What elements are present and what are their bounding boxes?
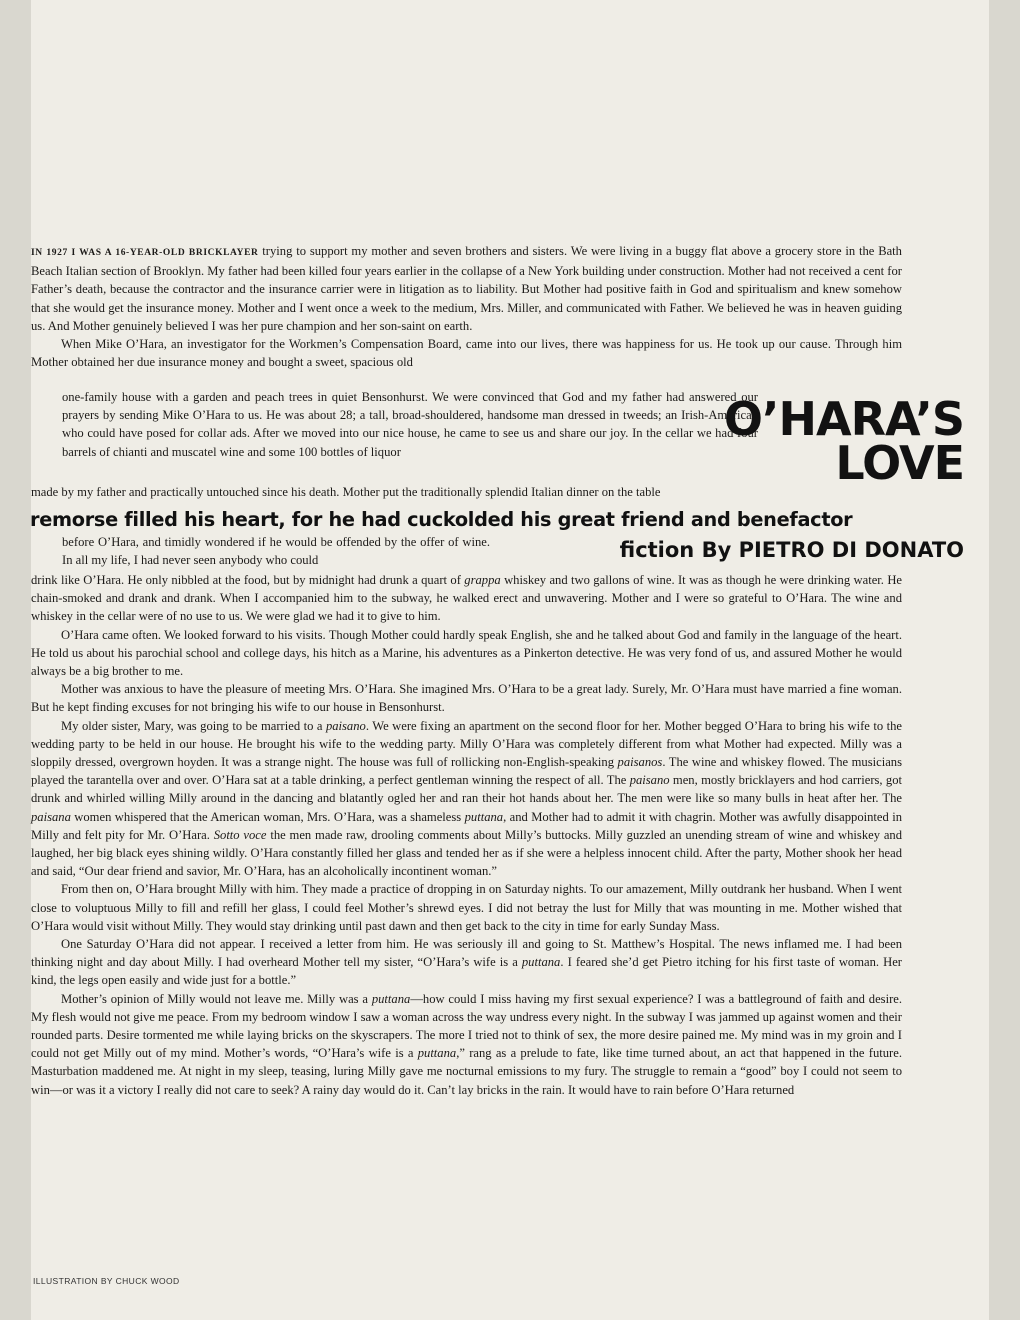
- article-byline-column: [62, 533, 490, 569]
- illustration-credit: ILLUSTRATION BY CHUCK WOOD: [33, 1276, 180, 1286]
- paragraph-8: Mother’s opinion of Milly would not leave me. Milly was a puttana—how could I miss having my first sexual experience? I was a battleground of faith and desire. My flesh would not give me peace. From my bedroom window I saw a woman across the way undress every night. In the subway I was jammed up against women and their rounded parts. Desire tormented me while laying bricks on the skyscrapers. The more I tried not to think of sex, the more desire pained me. My mind was in my groin and I could not get Milly out of my mind. Mother’s words, “O’Hara’s wife is a puttana,” rang as a prelude to fate, like time turned about, an act that happened in the future. Masturbation maddened me. At night in my sleep, teasing, luring Milly gave me nocturnal emissions to my fury. The struggle to remain a “good” boy I could not seem to win—or was it a victory I really did not care to seek? A rainy day would do it. Can’t lay bricks in the rain. It would have to rain before O’Hara returned: [31, 991, 902, 1097]
- lead-in: IN 1927 I WAS A 16-YEAR-OLD BRICKLAYER: [31, 248, 259, 258]
- paragraph-4: Mother was anxious to have the pleasure of meeting Mrs. O’Hara. She imagined Mrs. O’Hara to be a great lady. Surely, Mr. O’Hara must have married a fine woman. But he kept finding excuses for not bringing his wife to our house in Bensonhurst.: [31, 682, 902, 715]
- paragraph-7: One Saturday O’Hara did not appear. I received a letter from him. He was seriously ill and going to St. Matthew’s Hospital. The news inflamed me. I had been thinking night and day about Milly. I had overheard Mother tell my sister, “O’Hara’s wife is a puttana. I feared she’d get Pietro itching for his first taste of woman. Her kind, the legs open easily and wide just for a bottle.”: [31, 937, 902, 988]
- article-wrap-column: [62, 388, 758, 461]
- article-continue: [31, 483, 902, 501]
- paragraph-1: IN 1927 I WAS A 16-YEAR-OLD BRICKLAYER trying to support my mother and seven brothers and sisters. We were living in a buggy flat above a grocery store in the Bath Beach Italian section of Brooklyn. My father had been killed four years earlier in the collapse of a New York building under construction. Mother had not received a cent for Father’s death, because the contractor and the insurance carrier were in litigation as to liability. But Mother had positive faith in God and spiritualism and knew somehow that she would get the insurance money. Mother and I went once a week to the medium, Mrs. Miller, and communicated with Father. We believed he was in heaven guiding us. And Mother genuinely believed I was her pure champion and her son-saint on earth.: [31, 244, 902, 333]
- paragraph-2-continue: made by my father and practically untouched since his death. Mother put the traditionally splendid Italian dinner on the table: [31, 485, 661, 499]
- paragraph-2-end: drink like O’Hara. He only nibbled at the food, but by midnight had drunk a quart of grappa whiskey and two gallons of wine. It was as though he were drinking water. He chain-smoked and drank and drank. When I accompanied him to the subway, he walked erect and unwavering. Mother and I were so grateful to O’Hara. The wine and whiskey in the cellar were of no use to us. We were glad we had it to give to him.: [31, 573, 903, 624]
- title-line-1: O’HARA’S: [723, 392, 964, 446]
- paragraph-2-wrap: one-family house with a garden and peach trees in quiet Bensonhurst. We were convinced that God and my father had answered our prayers by sending Mike O’Hara to us. He was about 28; a tall, broad-shouldered, handsome man dressed in tweeds; an Irish-American who could have posed for collar ads. After we moved into our nice house, he came to see us and share our joy. In the cellar we had four barrels of chianti and muscatel wine and some 100 bottles of liquor: [62, 390, 758, 459]
- title-block: [723, 392, 964, 490]
- title-line-2: LOVE: [835, 436, 964, 490]
- article-top: [31, 242, 902, 371]
- article-body: [31, 571, 902, 1099]
- paragraph-6: From then on, O’Hara brought Milly with him. They made a practice of dropping in on Saturday nights. To our amazement, Milly outdrank her husband. When I went close to voluptuous Milly to fill and refill her glass, I could feel Mother’s shrewd eyes. I did not betray the lust for Milly that was mounting in me. Mother wished that O’Hara would visit without Milly. They would stay drinking until past dawn and then get back to the city in time for early Sunday Mass.: [31, 882, 902, 933]
- paragraph-5: My older sister, Mary, was going to be married to a paisano. We were fixing an apartment on the second floor for her. Mother begged O’Hara to bring his wife to the wedding party to be held in our house. He brought his wife to the wedding party. Milly O’Hara was completely different from what Mother had expected. Milly was a sloppily dressed, overgrown hoyden. It was a strange night. The house was full of rollicking non-English-speaking paisanos. The wine and whiskey flowed. The musicians played the tarantella over and over. O’Hara sat at a table drinking, a perfect gentleman winning the respect of all. The paisano men, mostly bricklayers and hod carriers, got drunk and whirled willing Milly around in the dancing and blatantly ogled her and ran their hot hands about her. The men were like so many bulls in heat after her. The paisana women whispered that the American woman, Mrs. O’Hara, was a shameless puttana, and Mother had to admit it with chagrin. Mother was awfully disappointed in Milly and felt pity for Mr. O’Hara. Sotto voce the men made raw, drooling comments about Milly’s buttocks. Milly guzzled an unending stream of wine and whiskey and laughed, her big black eyes shining wildly. O’Hara constantly filled her glass and tended her as if she were a helpless innocent child. After the party, Mother shook her head and said, “Our dear friend and savior, Mr. O’Hara, has an alcoholically incontinent woman.”: [31, 718, 903, 879]
- paragraph-2-start: When Mike O’Hara, an investigator for the Workmen’s Compensation Board, came into our lives, there was happiness for us. He took up our cause. Through him Mother obtained her due insurance money and bought a sweet, spacious old: [31, 337, 902, 370]
- byline: fiction By PIETRO DI DONATO: [619, 538, 964, 562]
- paragraph-2-byline-wrap: before O’Hara, and timidly wondered if he would be offended by the offer of wine. In all my life, I had never seen anybody who could: [62, 535, 490, 568]
- paragraph-3: O’Hara came often. We looked forward to his visits. Though Mother could hardly speak English, she and he talked about God and family in the language of the heart. He told us about his parochial school and college days, his hitch as a Marine, his adventures as a Pinkerton detective. He was very fond of us, and assured Mother he would always be a big brother to me.: [31, 627, 902, 679]
- subtitle: remorse filled his heart, for he had cuckolded his great friend and benefactor: [30, 508, 853, 531]
